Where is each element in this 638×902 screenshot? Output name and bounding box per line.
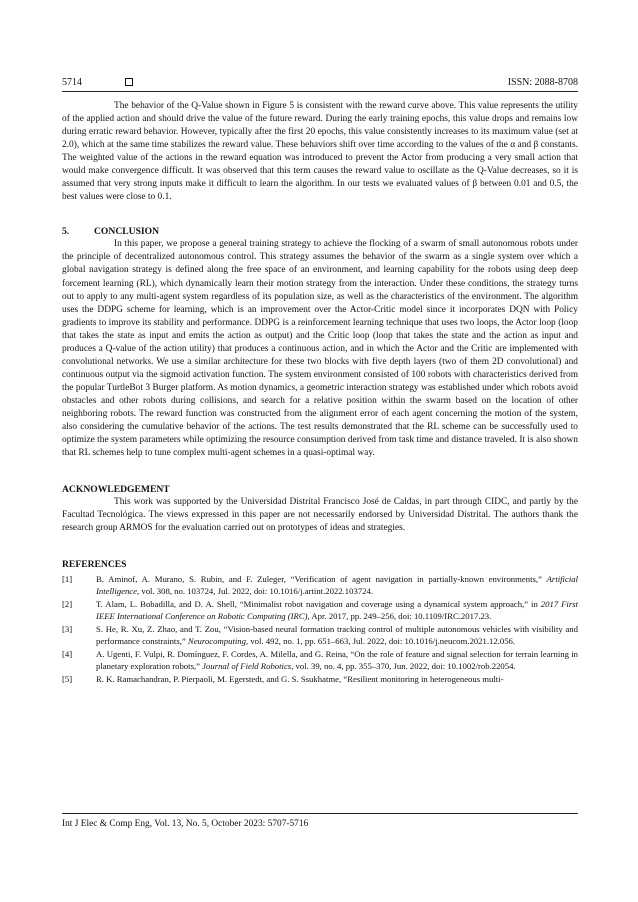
reference-list <box>62 573 578 685</box>
main-text <box>62 100 578 686</box>
reference-item: [2] T. Alam, L. Bobadilla, and D. A. Shell, “Minimalist robot navigation and coverage using a dynamical system approach,” in 2017 First IEEE International Conference on Robotic Computing (IRC), Apr. 2017, pp. 249–256, doi: 10.1109/IRC.2017.23. <box>62 599 579 622</box>
acknowledgement-paragraph: This work was supported by the Universidad Distrital Francisco José de Caldas, in part through CIDC, and partly by the Facultad Tecnológica. The views expressed in this paper are not necessarily endorsed by Universidad Distrital. The authors thank the research group ARMOS for the evaluation carried out on prototypes of ideas and strategies. <box>62 497 578 534</box>
issn: ISSN: 2088-8708 <box>507 77 578 88</box>
reference-label: [2] <box>62 599 73 610</box>
reference-label: [1] <box>62 574 73 585</box>
square-icon <box>125 78 133 86</box>
section-heading-references: REFERENCES <box>62 559 127 571</box>
footer-rule <box>62 813 578 814</box>
page-number: 5714 <box>62 77 82 88</box>
running-header <box>62 76 578 90</box>
header-rule <box>62 91 578 92</box>
reference-label: [5] <box>62 674 73 685</box>
section-number: 5. <box>62 226 70 238</box>
reference-label: [4] <box>62 649 73 660</box>
reference-item: [3] S. He, R. Xu, Z. Zhao, and T. Zou, “Vision-based neural formation tracking control of multiple autonomous vehicles with visibility and performance constraints,” Neurocomputing, vol. 492, no. 1, pp. 651–663, Jul. 2022, doi: 10.1016/j.neucom.2021.12.056. <box>62 624 578 647</box>
section-heading-conclusion <box>62 225 578 238</box>
conclusion-paragraph: In this paper, we propose a general training strategy to achieve the flocking of a swarm of small autonomous robots under the principle of decentralized autonomous control. This strategy assumes the behavior of the swarm as a single system over which a global navigation strategy is defined along the free space of an environment, and learning capability for the robots using deep deep forcement learning (RL), which dynamically learn their motion strategy from the interaction. Under these conditions, the strategy turns out to apply to any multi-agent system regardless of its population size, as well as the characteristics of the environment. The algorithm uses the DDPG scheme for learning, which is an improvement over the Actor-Critic model since it incorporates DQN with Policy gradients to improve its stability and performance. DDPG is a reinforcement learning technique that uses two loops, the Actor loop (loop that takes the state as input and emits the action as output) and the Critic loop (loop that takes the state and the action as input and produces a Q-value of the action utility) that produces a continuous action, and in which the Actor and the Critic are implemented with convolutional networks. We use a similar architecture for these two blocks with five depth layers (two of them 2D convolutional) and continuous output via the sigmoid activation function. The system environment consisted of 100 robots with characteristics derived from the popular TurtleBot 3 Burger platform. As motion dynamics, a geometric interaction strategy was established under which robots avoid obstacles and other robots during collisions, and search for a relative position within the swarm based on the location of other neighboring robots. The reward function was constructed from the alignment error of each agent concerning the motion of the system, also considering the cumulative behavior of the actions. The test results demonstrated that the RL scheme can be successfully used to optimize the system parameters while optimizing the resource consumption derived from task time and distance traveled. It is also shown that RL schemes help to tune complex multi-agent schemes in a quasi-optimal way. <box>62 239 578 459</box>
results-paragraph: The behavior of the Q-Value shown in Figure 5 is consistent with the reward curve above. This value represents the utility of the applied action and should drive the value of the future reward. During the early training epochs, this value drops and remains low during erratic reward behavior. However, typically after the first 20 epochs, this value consistently increases to its maximum value (set at 2.0), which at the same time stabilizes the reward value. These behaviors shift over time according to the values of the α and β constants. The weighted value of the actions in the reward equation was introduced to prevent the Actor from producing a very small action that would make convergence difficult. It was observed that this term causes the reward value to oscillate as the Q-Value decreases, so it is assumed that very strong inputs make it difficult to learn the algorithm. In our tests we evaluated values of β between 0.01 and 0.5, the best values were close to 0.1. <box>62 101 578 203</box>
section-title: CONCLUSION <box>94 226 160 238</box>
reference-item: [4] A. Ugenti, F. Vulpi, R. Domínguez, F. Cordes, A. Milella, and G. Reina, “On the role of feature and signal selection for terrain learning in planetary exploration robots,” Journal of Field Robotics, vol. 39, no. 4, pp. 355–370, Jun. 2022, doi: 10.1002/rob.22054. <box>62 649 578 672</box>
reference-label: [3] <box>62 624 73 635</box>
reference-item: [5] R. K. Ramachandran, P. Pierpaoli, M. Egerstedt, and G. S. Ssukhatme, “Resilient monitoring in heterogeneous multi- <box>62 674 504 685</box>
reference-item: [1] B. Aminof, A. Murano, S. Rubin, and F. Zuleger, “Verification of agent navigation in partially-known environments,” Artificial Intelligence, vol. 308, no. 103724, Jul. 2022, doi: 10.1016/j.artint.2022.103724. <box>62 574 578 597</box>
journal-citation: Int J Elec & Comp Eng, Vol. 13, No. 5, October 2023: 5707-5716 <box>62 819 309 829</box>
section-heading-acknowledgement: ACKNOWLEDGEMENT <box>62 484 170 496</box>
